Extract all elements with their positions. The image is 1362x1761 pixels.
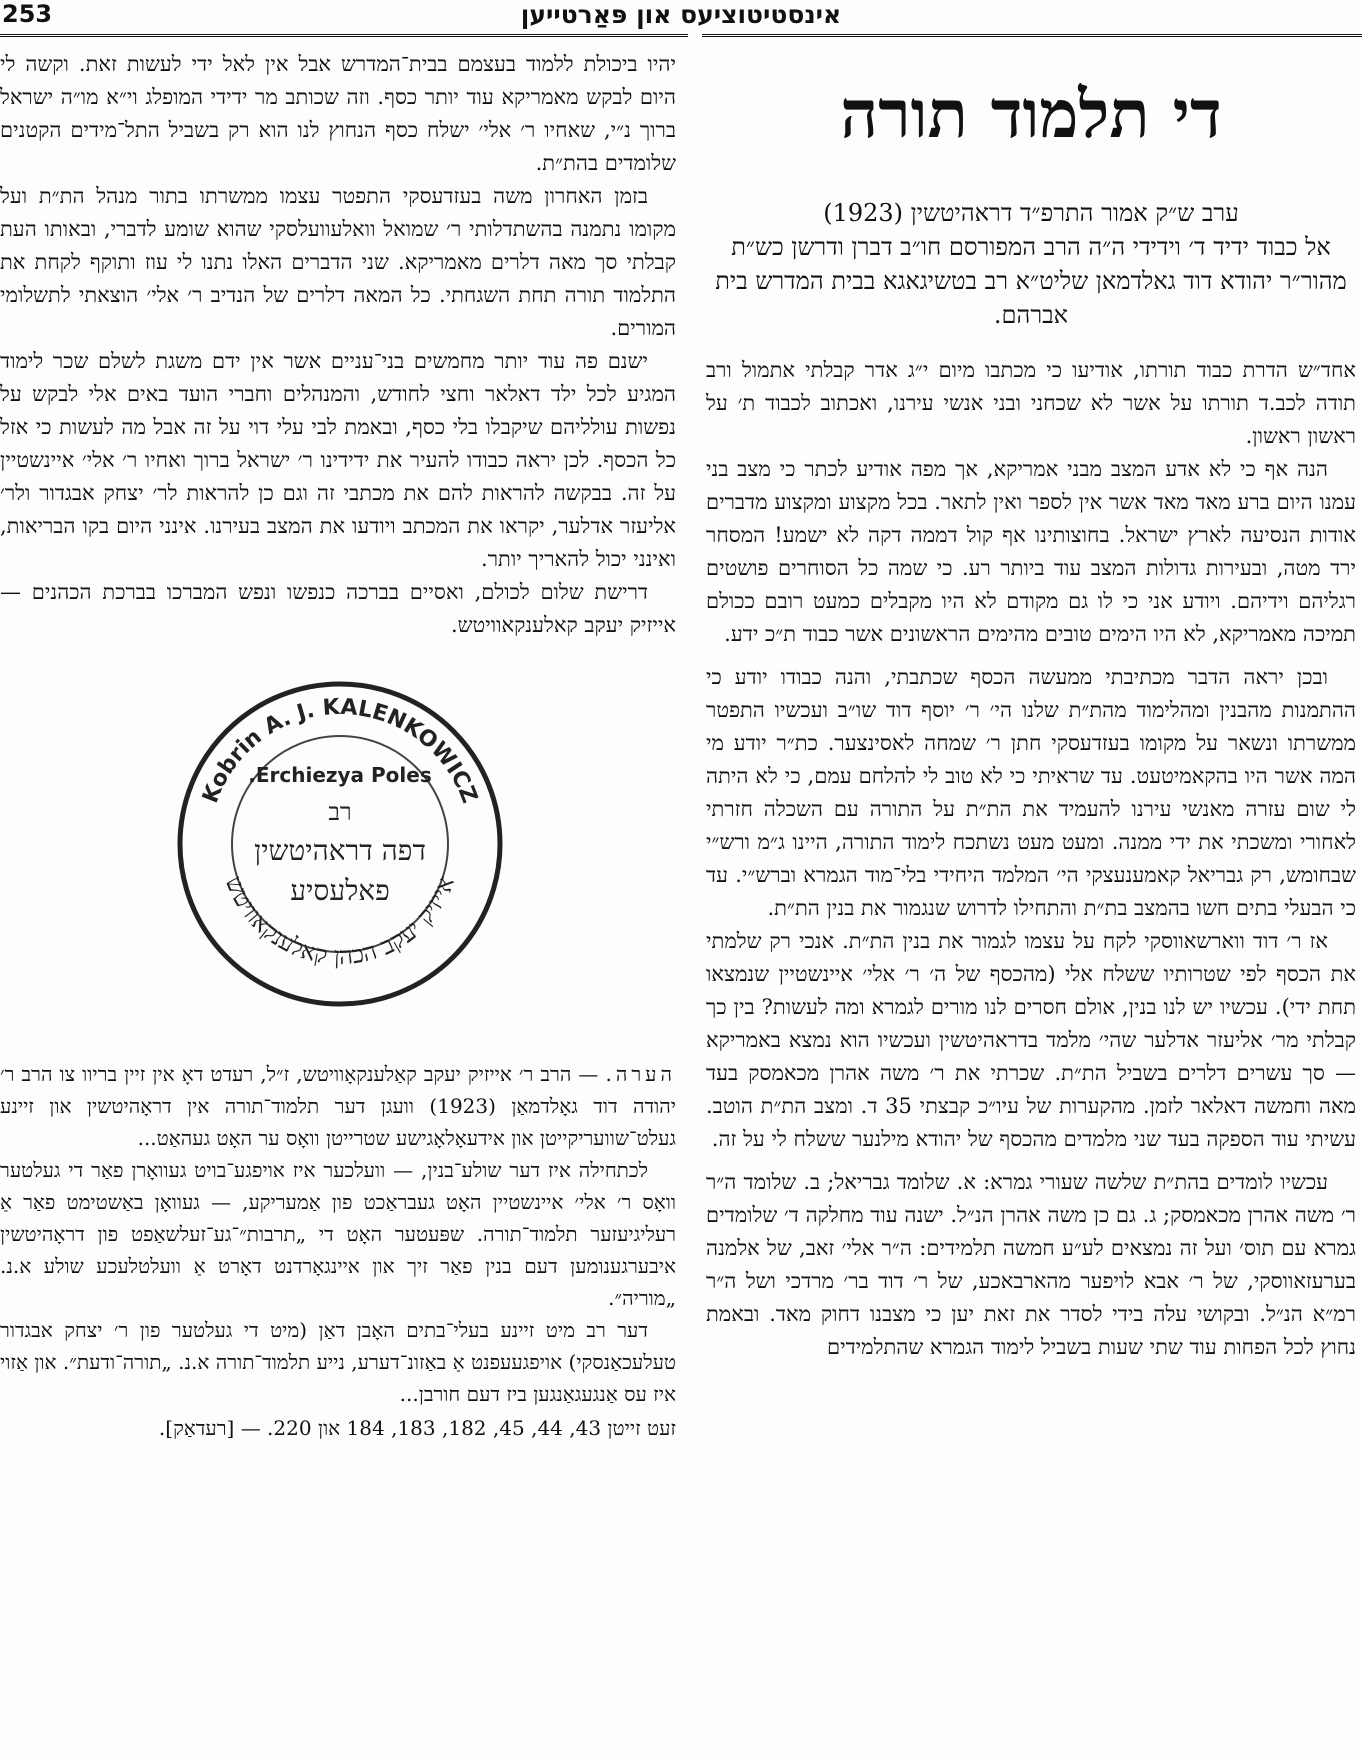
- stamp-hebrew-line: פאלעסיע: [290, 874, 390, 907]
- note-label: הערה.: [605, 1062, 676, 1086]
- note-text: — הרב ר׳ אייזיק יעקב קאַלענקאָוויטש, ז״ל, רעדט דאָ אין זיין בריוו צו הרב ר׳ יהודה דוד גאָלדמאַן (1923) וועגן דער תלמוד־תורה אין דראָהיטשין און זיינע געלט־שוועריקייטן און אידעאָלאָגישע שטרייטן וואָס ער האָט געהאַט...: [0, 1062, 676, 1150]
- letter-paragraph: בזמן האחרון משה בעזדעסקי התפטר עצמו ממשרתו בתור מנהל הת״ת ועל מקומו נתמנה בהשתדלותי ר׳ שמואל וואלעוועלסקי שהוא שומע לדברי, ובאותו העת קבלתי סך מאה דלרים מאמריקא. שני הדברים האלו נתנו לי עוז ותוקף לקחת את התלמוד תורה תחת השגחתי. כל המאה דלרים של הנדיב ר׳ אלי׳ הוצאתי לתשלומי המורים.: [0, 184, 676, 340]
- page-number: 253: [2, 0, 53, 28]
- letter-paragraph: ובכן יראה הדבר מכתיבתי ממעשה הכסף שכתבתי, והנה כבודו יודע כי ההתמנות מהבנין ומהלימוד מהת״ת שלנו הי׳ ר׳ יוסף דוד שו״ב ועכשיו התפטר ממשרתו ונשאר על מקומו בעזדעסקי חתן ר׳ שמחה לאסינצער. כת״ר יודע מי המה אשר היו בהקאמיטעט. עד שראיתי כי לא טוב לי להלחם עמם, כי לא היתה לי שום עזרה מאנשי עירנו להעמיד את הת״ת על התורה עם השכלה חזרתי לאחורי ומשכתי את ידי ממנה. ומעט מעט נשתכח לימוד התורה, היינו ג״מ ורש״י שבחומש, רק גבריאל קאמענעצקי הי׳ המלמד היחידי בלי־מוד הגמרא וברש״י. עד כי הבעלי בתים חשו בהמצב בת״ת והתחילו לדרוש שנגמור את בנין הת״ת.: [706, 665, 1356, 920]
- article-title: די תלמוד תורה: [840, 75, 1222, 153]
- letter-dateline: ערב ש״ק אמור התרפ״ד דראהיטשין (1923): [823, 199, 1239, 227]
- stamp-ring-hebrew: אייזיק יעקב הכהן קאלענקאוויטש: [219, 872, 461, 971]
- letter-signature: דרישת שלום לכולם, ואסיים בברכה כנפשו ונפש המברכו בברכת הכהנים — אייזיק יעקב קאלענקאוויטש.: [0, 580, 676, 637]
- letter-salutation: אל כבוד ידיד ד׳ וידידי ה״ה הרב המפורסם חו״ב דברן ודרשן כש״ת מהור״ר יהודא דוד גאלדמאן שליט״א רב בטשיגאגא בבית המדרש בית אברהם.: [715, 233, 1347, 329]
- note-references: זעט זייטן 43, 44, 45, 182, 183, 184 און 220. — [רעדאַק].: [158, 1416, 676, 1440]
- letter-paragraph: אז ר׳ דוד ווארשאווסקי לקח על עצמו לגמור את בנין הת״ת. אנכי רק שלמתי את הכסף לפי שטרותיו ששלח אלי (מהכסף של ה׳ ר׳ אלי׳ איינשטיין שנמצאו תחת ידי). עכשיו יש לנו בנין, אולם חסרים לנו מורים לגמרא ומה לעשות? בין כך קבלתי מר׳ אליעזר אדלער שהי׳ מלמד בדראהיטשין ועכשיו הוא נמצא באמריקא — סך עשרים דלרים בשביל הת״ת. שכרתי את ר׳ משה אהרן מכאמסק בעד מאה וחמשה דאלאר לזמן. מהקערות של עיו״כ קבצתי 35 ד. ומצב הת״ת הוטב. עשיתי עוד הספקה בעד שני מלמדים מהכסף של יהודא מילנער ששלח לי על זה.: [706, 929, 1356, 1151]
- editor-note: דער רב מיט זיינע בעלי־בתים האָבן דאַן (מיט די געלטער פון ר׳ יצחק אבגדור טעלעכאַנסקי) אויפגעעפנט אַ באַזונ־דערע, נייע תלמוד־תורה א.נ. „תורה־ודעת״. און אַזוי איז עס אַנגעגאַנגען ביז דעם חורבן...: [0, 1318, 676, 1406]
- stamp-hebrew-line: דפה דראהיטשין: [254, 834, 426, 867]
- header-rule: [0, 34, 1362, 40]
- stamp-ring-latin: Kobrin A. J. KALENKOWICZ: [198, 694, 482, 807]
- stamp-hebrew-line: רב: [328, 798, 352, 826]
- editor-note: לכתחילה איז דער שולע־בנין, — וועלכער איז אויפגע־בויט געוואָרן פאַר די געלטער וואָס ר׳ אלי׳ איינשטיין האָט געבראַכט פון אַמעריקע, — געוואָן באַשטימט פאַר אַ רעליגיעזער תלמוד־תורה. שפּעטער האָט די „תרבות״־גע־זעלשאַפט פון דראָהיטשין איבערגענומען דעם בנין פאַר זיך און איינגאָרדנט דאָרט אַ וועלטלעכע שולע א.נ. „מוריה״.: [0, 1158, 676, 1310]
- letter-paragraph: עכשיו לומדים בהת״ת שלשה שעורי גמרא: א. שלומד גבריאל; ב. שלומד ה״ר ר׳ משה אהרן מכאמסק; ג. גם כן משה אהרן הנ״ל. ישנה עוד מחלקה ד׳ שלומדים גמרא עם תוס׳ ועל זה נמצאים לע״ע חמשה תלמידים: ה״ר אלי׳ זאב, של אלמנה בערעזאווסקי, של ר׳ אבא לויפער מהארבאכע, של ר׳ דוד בר׳ מרדכי ושל ה״ר רמ״א הנ״ל. ובקושי עלה בידי לסדר את זאת יען כי מצבנו דחוק מאד. ובאמת נחוץ לכל הפחות עוד שתי שעות בשביל לימוד הגמרא שהתלמידים: [706, 1170, 1356, 1359]
- letter-paragraph: אחד״ש הדרת כבוד תורתו, אודיעו כי מכתבו מיום י״ג אדר קבלתי אתמול ורב תודה לכב.ד תורתו על אשר לא שכחני ובני אנשי עירנו, ואכתוב לכבוד ת׳ על ראשון ראשון.: [706, 358, 1356, 448]
- running-head: [0, 0, 1362, 34]
- rabbinical-stamp: [170, 674, 510, 1014]
- editor-note: [0, 1058, 676, 1154]
- running-head-title: אינסטיטוציעס און פּאַרטייען: [520, 0, 842, 29]
- header-rule-gap: [688, 32, 702, 42]
- letter-paragraph: יהיו ביכולת ללמוד בעצמם בבית־המדרש אבל אין לאל ידי לעשות זאת. וקשה לי היום לבקש מאמריקא עוד יותר כסף. וזה שכותב מר ידידי המופלג וי״א מו״ה ישראל ברוך נ״י, שאחיו ר׳ אלי׳ ישלח כסף הנחוץ לנו הוא רק בשביל התל־מידים הקטנים שלומדים בהת״ת.: [0, 52, 676, 175]
- stamp-area: [0, 654, 676, 1058]
- letter-paragraph: הנה אף כי לא אדע המצב מבני אמריקא, אך מפה אודיע לכתר כי מצב בני עמנו היום ברע מאד מאד אשר אין לספר ואין לתאר. בכל מקצוע ומקצוע מדברים אודות הנסיעה לארץ ישראל. בחוצותינו אף קול דממה דקה לא ישמע! המסחר ירד מטה, ובעירות גדולות המצב עוד ביותר רע. כי שמה כל הסוחרים פושטים רגליהם וידיהם. ויודע אני כי לו גם מקודם לא היו מקבלים כמעט רובם ככולם תמיכה מאמריקא, לא היו הימים טובים מהימים הראשונים אשר כבוד ת״כ ידע.: [706, 457, 1356, 646]
- letter-paragraph: ישנם פה עוד יותר מחמשים בני־עניים אשר אין ידם משגת לשלם שכר לימוד המגיע לכל ילד דאלאר וחצי לחודש, והמנהלים וחברי הועד באים אלי לבקש על נפשות עולליהם שיקבלו בלי כסף, ובאמת לבי עלי דוי על זה אבל מה לעשות כי אזל כל הכסף. לכן יראה כבודו להעיר את ידידינו ר׳ ישראל ברוך ואחיו ר׳ אלי׳ איינשטיין על זה. בבקשה להראות להם את מכתבי זה וגם כן להראות לר׳ יצחק אבגדור ולר׳ אליעזר אדלער, יקראו את המכתב ויודעו את המצב בעירנו. אינני היום בקו הבריאות, ואינני יכול להאריך יותר.: [0, 349, 676, 571]
- right-column: [706, 48, 1356, 1364]
- stamp-latin-line: Erchiezya Poles.: [248, 763, 432, 787]
- left-column: [0, 48, 676, 1444]
